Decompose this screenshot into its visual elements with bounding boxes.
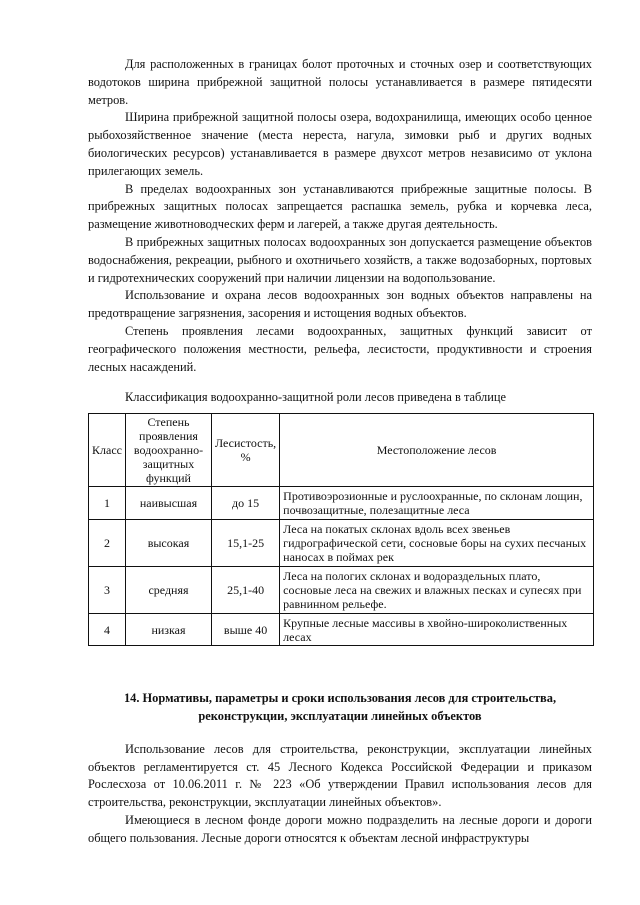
cell-class: 1	[89, 487, 126, 520]
header-class: Класс	[89, 414, 126, 487]
paragraph: Имеющиеся в лесном фонде дороги можно подразделить на лесные дороги и дороги общего пользования. Лесные дороги относятся к объектам лесной инфраструктуры	[88, 812, 592, 845]
cell-degree: высокая	[125, 520, 211, 567]
forest-classification-table	[88, 413, 594, 646]
paragraph: В пределах водоохранных зон устанавливаются прибрежные защитные полосы. В прибрежных защитных полосах запрещается распашка земель, рубка и корчевка леса, размещение животноводческих ферм и лагерей, а также другая деятельность.	[88, 181, 592, 232]
cell-location: Леса на пологих склонах и водораздельных плато, сосновые леса на свежих и влажных песках и супесях при равнинном рельефе.	[280, 567, 594, 614]
cell-forest-cover: до 15	[211, 487, 279, 520]
paragraph: Использование лесов для строительства, реконструкции, эксплуатации линейных объектов регламентируется ст. 45 Лесного Кодекса Российской Федерации и приказом Рослесхоза от 10.06.2011 г. № 223 «Об утверждении Правил использования лесов для строительства, реконструкции, эксплуатации линейных объектов».	[88, 741, 592, 810]
document-page	[88, 56, 592, 848]
paragraph: Ширина прибрежной защитной полосы озера, водохранилища, имеющих особо ценное рыбохозяйственное значение (места нереста, нагула, зимовки рыб и других водных биологических ресурсов) устанавливается в размере двухсот метров независимо от уклона прилегающих земель.	[88, 110, 592, 178]
table-row	[89, 487, 594, 520]
cell-location: Противоэрозионные и руслоохранные, по склонам лощин, почвозащитные, полезащитные леса	[280, 487, 594, 520]
section-heading: 14. Нормативы, параметры и сроки использования лесов для строительства, реконструкции, эксплуатации линейных объектов	[123, 691, 557, 723]
cell-degree: наивысшая	[125, 487, 211, 520]
cell-class: 3	[89, 567, 126, 614]
paragraph: В прибрежных защитных полосах водоохранных зон допускается размещение объектов водоснабжения, рекреации, рыбного и охотничьего хозяйств, а также водозаборных, портовых и гидротехнических сооружений при наличии лицензии на водопользование.	[88, 234, 592, 285]
cell-degree: средняя	[125, 567, 211, 614]
header-degree: Степень проявления водоохранно-защитных функций	[125, 414, 211, 487]
table-row	[89, 520, 594, 567]
header-forest-cover: Лесистость, %	[211, 414, 279, 487]
table-row	[89, 567, 594, 614]
cell-forest-cover: 25,1-40	[211, 567, 279, 614]
cell-forest-cover: 15,1-25	[211, 520, 279, 567]
paragraph: Использование и охрана лесов водоохранных зон водных объектов направлены на предотвращение загрязнения, засорения и истощения водных объектов.	[88, 288, 592, 321]
cell-location: Крупные лесные массивы в хвойно-широколиственных лесах	[280, 614, 594, 646]
paragraph: Для расположенных в границах болот проточных и сточных озер и соответствующих водотоков ширина прибрежной защитной полосы устанавливается в размере пятидесяти метров.	[88, 57, 592, 107]
paragraph: Степень проявления лесами водоохранных, защитных функций зависит от географического положения местности, рельефа, лесистости, продуктивности и строения лесных насаждений.	[88, 323, 592, 374]
table-row	[89, 614, 594, 646]
cell-class: 2	[89, 520, 126, 567]
cell-location: Леса на покатых склонах вдоль всех звеньев гидрографической сети, сосновые боры на сухих песчаных наносах в поймах рек	[280, 520, 594, 567]
cell-class: 4	[89, 614, 126, 646]
cell-degree: низкая	[125, 614, 211, 646]
table-caption: Классификация водоохранно-защитной роли лесов приведена в таблице	[125, 390, 506, 405]
table-header-row	[89, 414, 594, 487]
cell-forest-cover: выше 40	[211, 614, 279, 646]
header-location: Местоположение лесов	[280, 414, 594, 487]
